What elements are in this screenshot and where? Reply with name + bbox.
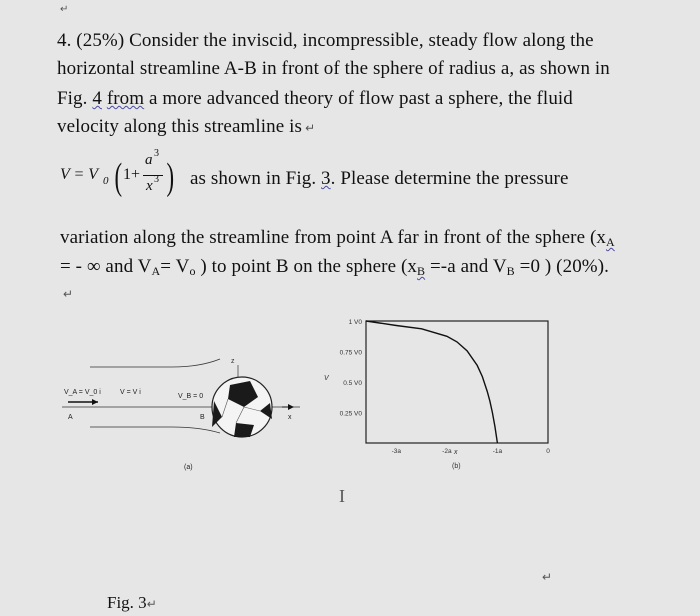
problem-line-7 [60,256,609,279]
line6-text: variation along the streamline from point A far in front of the sphere (x [60,227,607,248]
fig-ref-4: 4 [92,88,102,109]
z-axis-label: z [231,358,235,365]
paren-left: ( [114,156,123,198]
label-a: A [68,414,73,421]
formula-den: x [146,178,153,194]
label-x: x [288,414,292,421]
problem-line-4 [57,116,315,138]
line3-prefix: Fig. [57,88,93,109]
formula-num: a [145,152,153,168]
chart-caption: (b) [452,463,461,470]
line7-sub-a: A [151,264,161,278]
chart-tick-labels [340,319,551,455]
problem-line-6 [60,227,615,250]
y-tick-label: 0.5 V0 [343,380,362,387]
fig-caption [107,593,157,613]
x-tick-label: -2a [442,448,452,455]
streamline-bottom [90,427,220,433]
y-tick-label: 1 V0 [348,319,362,326]
line7-sub-o: o [189,264,196,278]
figure-b-velocity-chart [310,312,560,482]
problem-line-3 [57,88,573,110]
line6-sub: A [606,235,615,249]
line5-prefix: as shown in Fig. [190,168,322,189]
word-from: from [106,88,145,109]
chart-plot-frame [366,321,548,443]
line4-text: velocity along this streamline is [57,116,302,137]
line7-sub-b2: B [506,264,515,278]
fig-ref-3: 3 [321,168,331,189]
text-cursor-icon: I [339,486,345,506]
figure-a-streamline-diagram [60,345,300,475]
problem-line-1: 4. (25%) Consider the inviscid, incompressible, steady flow along the [57,30,594,51]
y-tick-label: 0.25 V0 [339,410,362,418]
formula-lhs: V = V [60,166,99,183]
line5-suffix: . Please determine the pressure [330,168,569,189]
chart-y-axis-label: V [324,375,329,382]
fraction-bar [143,175,163,176]
formula-den-exp: 3 [154,174,159,185]
caption-a: (a) [184,464,193,471]
x-tick-label: 0 [546,448,550,455]
corner-mark: ↵ [542,570,553,584]
formula-num-exp: 3 [154,148,159,159]
fig-caption-text: Fig. 3 [107,593,147,612]
paragraph-mark-2: ↵ [63,287,74,301]
chart-series-line [366,321,497,443]
label-vb: V_B = 0 [178,393,204,400]
label-v: V = V i [120,389,141,396]
label-va: V_A = V_0 i [64,389,101,396]
line7-c: ) to point B on the sphere (x [195,256,418,277]
paragraph-mark: ↵ [301,121,316,135]
line3-suffix: a more advanced theory of flow past a sphere, the fluid [144,88,573,109]
line7-b: = V [160,256,190,277]
formula-sub: 0 [103,175,109,187]
line7-a: = - ∞ and V [60,256,152,277]
x-tick-label: -1a [492,448,503,455]
x-tick-label: -3a [391,448,402,455]
y-tick-label: 0.75 V0 [339,349,362,357]
velocity-formula [60,150,185,204]
caption-paragraph-mark: ↵ [146,597,157,611]
sphere-ball-icon [212,377,272,437]
line7-e: =0 ) (20%). [514,256,610,277]
arrowhead [92,399,98,405]
line7-d: =-a and V [425,256,507,277]
chart-x-axis-label: x [454,449,458,456]
top-mark: ↵ [60,4,69,15]
x-axis-arrowhead [288,404,294,410]
formula-one-plus: 1+ [123,166,141,183]
paren-right: ) [166,156,175,198]
problem-line-2: horizontal streamline A-B in front of the sphere of radius a, as shown in [57,58,610,79]
line7-sub-b: B [417,264,426,278]
label-b: B [200,414,205,421]
streamline-top [90,359,220,367]
problem-line-5 [190,168,569,190]
